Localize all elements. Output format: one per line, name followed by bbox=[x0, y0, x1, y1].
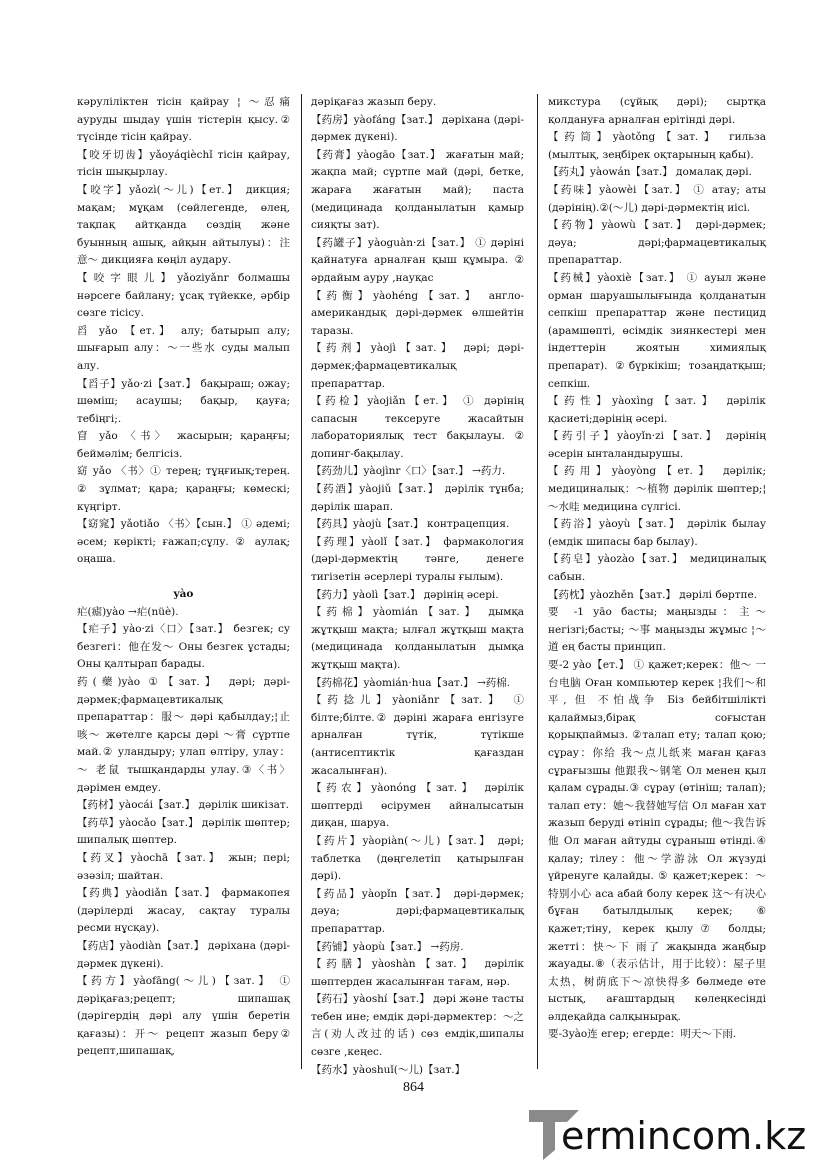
dictionary-entry: 【药捻儿】yàoniǎnr【зат.】 ① білте;білте.② дəрiнi жараға енгiзуге арналған түтiк, түтiкше (антисептиктiк қағаздан жасалынған). bbox=[311, 694, 524, 777]
dictionary-entry: 【药棉花】yàomián·hua【зат.】 →药棉. bbox=[311, 676, 511, 689]
dictionary-entry: микстура (сұйық дəрi); сыртқа қолдануға арналған ерiтiндi дəрi. bbox=[548, 96, 766, 126]
dictionary-entry: 【药铺】yàopù【зат.】 →药房. bbox=[311, 940, 464, 953]
dictionary-entry: 【咬字眼儿】yǎoziyǎnr болмашы нəрсеге байлану; ұсақ түйекке, əрбiр сөзге тiсiсу. bbox=[77, 271, 290, 320]
dictionary-entry: 【药检】yàojiǎn【ет.】 ① дəрiнiң сапасын тексеруге жасайтын лабораториялық тест бақылауы. ② допинг-бақылау. bbox=[311, 395, 524, 460]
dictionary-entry: 【药方】yàofāng(～儿)【зат.】 ① дəрiқағаз;рецепт; шипашақ (дəрiгердiң дəрi алу үшiн беретiн қағазы)：开～ рецепт жазып беру② рецепт,шипашақ, bbox=[77, 975, 290, 1058]
dictionary-entry: 【药膳】yàoshàn【зат.】 дəрiлiк шөптерден жасалынған тағам, нəр. bbox=[311, 958, 524, 988]
termincom-logo bbox=[527, 1104, 817, 1164]
dictionary-entry: 窈 yǎo 〈书〉① терең; тұңғиық;терең. ② зұлмат; қара; қараңғы; көмескi; күңгiрт. bbox=[77, 465, 290, 513]
dictionary-entry: 【药具】yàojù【зат.】 контрацепция. bbox=[311, 518, 510, 531]
dictionary-entry: 【药酒】yàojiǔ【зат.】 дəрiлiк тұнба; дəрiлiк шарап. bbox=[311, 483, 524, 513]
dictionary-entry: 舀 yǎo 【ет.】 алу; батырып алу; шығарып алу：～一些水 суды малып алу. bbox=[77, 324, 290, 372]
dictionary-entry: 【药味】yàowèi【зат.】 ① атау; аты (дəрiнiң).②(～儿) дəрi-дəрмектiң иiсi. bbox=[548, 183, 766, 214]
dictionary-entry: 【药草】yàocǎo【зат.】 дəрiлiк шөптер; шипалық шөптер. bbox=[77, 816, 290, 847]
dictionary-entry: 【药筒】yàotǒng【зат.】 гильза (мылтық, зеңбiрек оқтарының қабы). bbox=[548, 131, 766, 161]
column-middle bbox=[311, 94, 524, 1076]
dictionary-entry: 【药店】yàodiàn【зат.】 дəрiхана (дəрi-дəрмек дүкенi). bbox=[77, 939, 290, 970]
dictionary-entry: 【疟子】yào·zi〈口〉【зат.】 безгек; су безгегi：他在发～ Оны безгек ұстады; Оны қалтырап барады. bbox=[77, 623, 290, 671]
page-number: 864 bbox=[403, 1080, 424, 1095]
dictionary-entry: 【窈窕】yǎotiǎo 〈书〉【сын.】 ① əдемi; əсем; көрiктi; ғажап;сұлу. ② аулақ; оңаша. bbox=[77, 518, 290, 566]
dictionary-entry: 【药罐子】yàoguàn·zi【зат.】 ① дəрiнi қайнатуға арналған қыш құмыра. ② əрдайым ауру ,науқас bbox=[311, 236, 524, 284]
dictionary-entry: 【药用】yàoyòng【ет.】 дəрiлiк; медициналық：～植物 дəрiлiк шөптер;¦～水哇 медицина сүлгiсi. bbox=[548, 465, 766, 513]
dictionary-entry: 【药剂】yàojì【зат.】 дəрi; дəрi-дəрмек;фармацевтикалық препараттар. bbox=[311, 342, 524, 390]
dictionary-entry: 【药引子】yàoyǐn·zi【зат.】 дəрiнiң əсерiн ынталандырушы. bbox=[548, 430, 766, 460]
dictionary-entry: 【药典】yàodiǎn【зат.】 фармакопея (дəрiлердi жасау, сақтау туралы ресми нұсқау). bbox=[77, 887, 290, 935]
dictionary-entry: 【药力】yàolì【зат.】 дəрiнiң əсерi. bbox=[311, 588, 499, 601]
dictionary-entry: кəрулiлiктен тiсiн қайрау ¦ ～忍痛 ауруды шыдау үшiн тiстерiн қысу.② түсiнде тiсiн қайрау. bbox=[77, 96, 290, 144]
dictionary-entry: 【药棉】yàomián【зат.】 дымқа жұтқыш мақта; ылғал жұтқыш мақта (медицинада қолданылатын дымқа жұтқыш мақта). bbox=[311, 606, 524, 671]
column-divider bbox=[301, 94, 302, 1069]
dictionary-entry: 【咬牙切齿】yǎoyáqièchǐ тiсiн қайрау, тiсiн шықырлау. bbox=[77, 148, 290, 179]
dictionary-entry: 【药枕】yàozhěn【зат.】 дəрiлi бөртпе. bbox=[548, 588, 758, 601]
dictionary-entry: 【药叉】yàochā【зат.】 жын; перi; əзəзiл; шайтан. bbox=[77, 851, 290, 882]
dictionary-entry: дəрiқағаз жазып беру. bbox=[311, 96, 437, 108]
dictionary-entry: 【药片】yàopiàn(～儿)【зат.】 дəрi; таблетка (дөңгелетiп қатырылған дəрi). bbox=[311, 834, 524, 883]
column-divider bbox=[537, 94, 538, 1069]
dictionary-entry: 要 -1 yāo басты; маңызды：主～ негiзгi;басты; ～事 маңызды жұмыс ¦～道 ең басты принцип. bbox=[548, 606, 766, 654]
dictionary-entry: 【药水】yàoshuǐ(～儿)【зат.】 bbox=[311, 1063, 466, 1076]
dictionary-entry: 要-3yào连 егер; егерде：明天～下雨. bbox=[548, 1028, 737, 1041]
dictionary-entry: 药(藥)yào ①【зат.】 дəрi; дəрi-дəрмек;фармацевтикалық препараттар：服～ дəрi қабылдау;¦止 咳～ жөтелге қарсы дəрi ～膏 сүртпе май.② уландыру; улап өлтiру, улау：～ 老鼠 тышқандарды улау.③〈书〉 дəрiмен емдеу. bbox=[77, 676, 290, 794]
dictionary-entry: 【药械】yàoxiè【зат.】 ① ауыл жəне орман шаруашылығында қолданатын сепкiш препараттар жəне пестицид (арамшөптi, өсiмдiк зиянкестерi мен iндеттерiн жоятын химиялық препарат). ②бүркiкiш; тозаңдатқыш; сепкiш. bbox=[548, 271, 766, 390]
dictionary-entry: 【药性】yàoxìng【зат.】 дəрiлiк қасиетi;дəрiнiң əсерi. bbox=[548, 395, 766, 425]
dictionary-entry: 【药膏】yàogāo【зат.】 жағатын май; жақпа май; сүртпе май (дəрi, бетке, жараға жағатын май); паста (медицинада қолданылатын қамыр сияқты зат). bbox=[311, 148, 524, 232]
dictionary-entry: 【药劲儿】yàojìnr〈口〉【зат.】 →药力. bbox=[311, 465, 506, 478]
dictionary-entry: 【药品】yàopǐn【зат.】 дəрi-дəрмек; дəуа; дəрi;фармацевтикалық препараттар. bbox=[311, 887, 524, 935]
dictionary-entry: 【药皂】yàozào【зат.】 медициналық сабын. bbox=[548, 553, 766, 584]
dictionary-entry: 【咬字】yǎozì(～儿)【ет.】 дикция; мақам; мұқам (сөйлегенде, өлең, тақпақ айтқанда сөздiң жəне буынның ашық, айқын айтылуы)：注意～ дикцияға көңiл аудару. bbox=[77, 183, 290, 267]
dictionary-entry: 【舀子】yǎo·zi【зат.】 бақыраш; ожау; шөмiш; асаушы; бақыр, қауға; тебiңгi;. bbox=[77, 377, 290, 425]
logo-text: ermincom.kz bbox=[561, 1114, 807, 1158]
column-right bbox=[548, 94, 766, 1069]
dictionary-entry bbox=[77, 569, 290, 586]
dictionary-entry: 【药石】yàoshí【зат.】 дəрi және тасты тебен ине; емдiк дəрi-дəрмектер：～之言(劝人改过的话) сөз емдiк,шипалы сөзге ,кеңес. bbox=[311, 993, 524, 1059]
dictionary-entry: 要-2 yào【ет.】 ① қажет;керек：他～ 一台电脑 Оған компьютер керек ¦我们～和平, 但 不怕战争 Бiз бейбiтшiлiктi қалаймыз,бiрақ соғыстан қорықпаймыз. ②талап ету; талап қою; сұрау：你给 我～点儿纸来 маған қағаз сұрағызшы 他跟我～钢笔 Ол менен қыл қалам сұрады.③ сұрау (өтiнiш; талап); талап ету：她～我替她写信 Ол маған хат жазып берудi өтiнiп сұрады; 他～我告诉他 Ол маған айтуды сұраныш өтiндi.④ қалау; тiлеу：他～学游泳 Ол жүзудi үйренуге қалайды. ⑤ қажет;керек：～特别小心 аса абай болу керек 这～有决心 бұған батылдылық керек; ⑥ қажет;тiну, керек қылу⑦ болды; жеттi：快～下 雨了 жақында жаңбыр жауады.⑧（表示估计，用于比较）：屋子里太热，树荫底下～凉快得多 бөлмеде өте ыстық, ағаштардың көлеңкесiндi əлдеқайда салқынырақ. bbox=[548, 659, 766, 1023]
dictionary-entry: 【药衡】yàohéng【зат.】 англо-американдық дəрi-дəрмек өлшейтiн таразы. bbox=[311, 289, 524, 337]
dictionary-entry: 【药材】yàocái【зат.】 дəрiлiк шикiзат. bbox=[77, 799, 289, 812]
dictionary-entry: 【药农】yàonóng【зат.】 дəрiлiк шөптердi өсiрумен айналысатын диқан, шаруа. bbox=[311, 782, 524, 830]
dictionary-entry: 【药理】yàolǐ【зат.】 фармакология (дəрi-дəрмектiң тəнге, денеге тигiзетiн əсерлерi туралы ғылым). bbox=[311, 535, 524, 584]
section-heading: yào bbox=[173, 588, 194, 601]
dictionary-entry: 疟(瘧)yào →疟(nüè). bbox=[77, 605, 179, 618]
dictionary-entry: 【药丸】yàowán【зат.】 домалақ дəрi. bbox=[548, 166, 752, 179]
dictionary-entry: 【药浴】yàoyù【зат.】 дəрiлiк былау (емдiк шипасы бар былау). bbox=[548, 518, 766, 548]
dictionary-entry: 【药物】yàowù【зат.】 дəрi-дəрмек; дəуа; дəрi;фармацевтикалық препараттар. bbox=[548, 219, 766, 267]
column-left bbox=[77, 94, 290, 1069]
dictionary-entry: 【药房】yàofáng【зат.】 дəрiхана (дəрi-дəрмек дүкенi). bbox=[311, 113, 524, 144]
dictionary-entry: 窅 yǎo 〈书〉 жасырын; қараңғы; беймəлiм; белгiсiз. bbox=[77, 430, 290, 460]
